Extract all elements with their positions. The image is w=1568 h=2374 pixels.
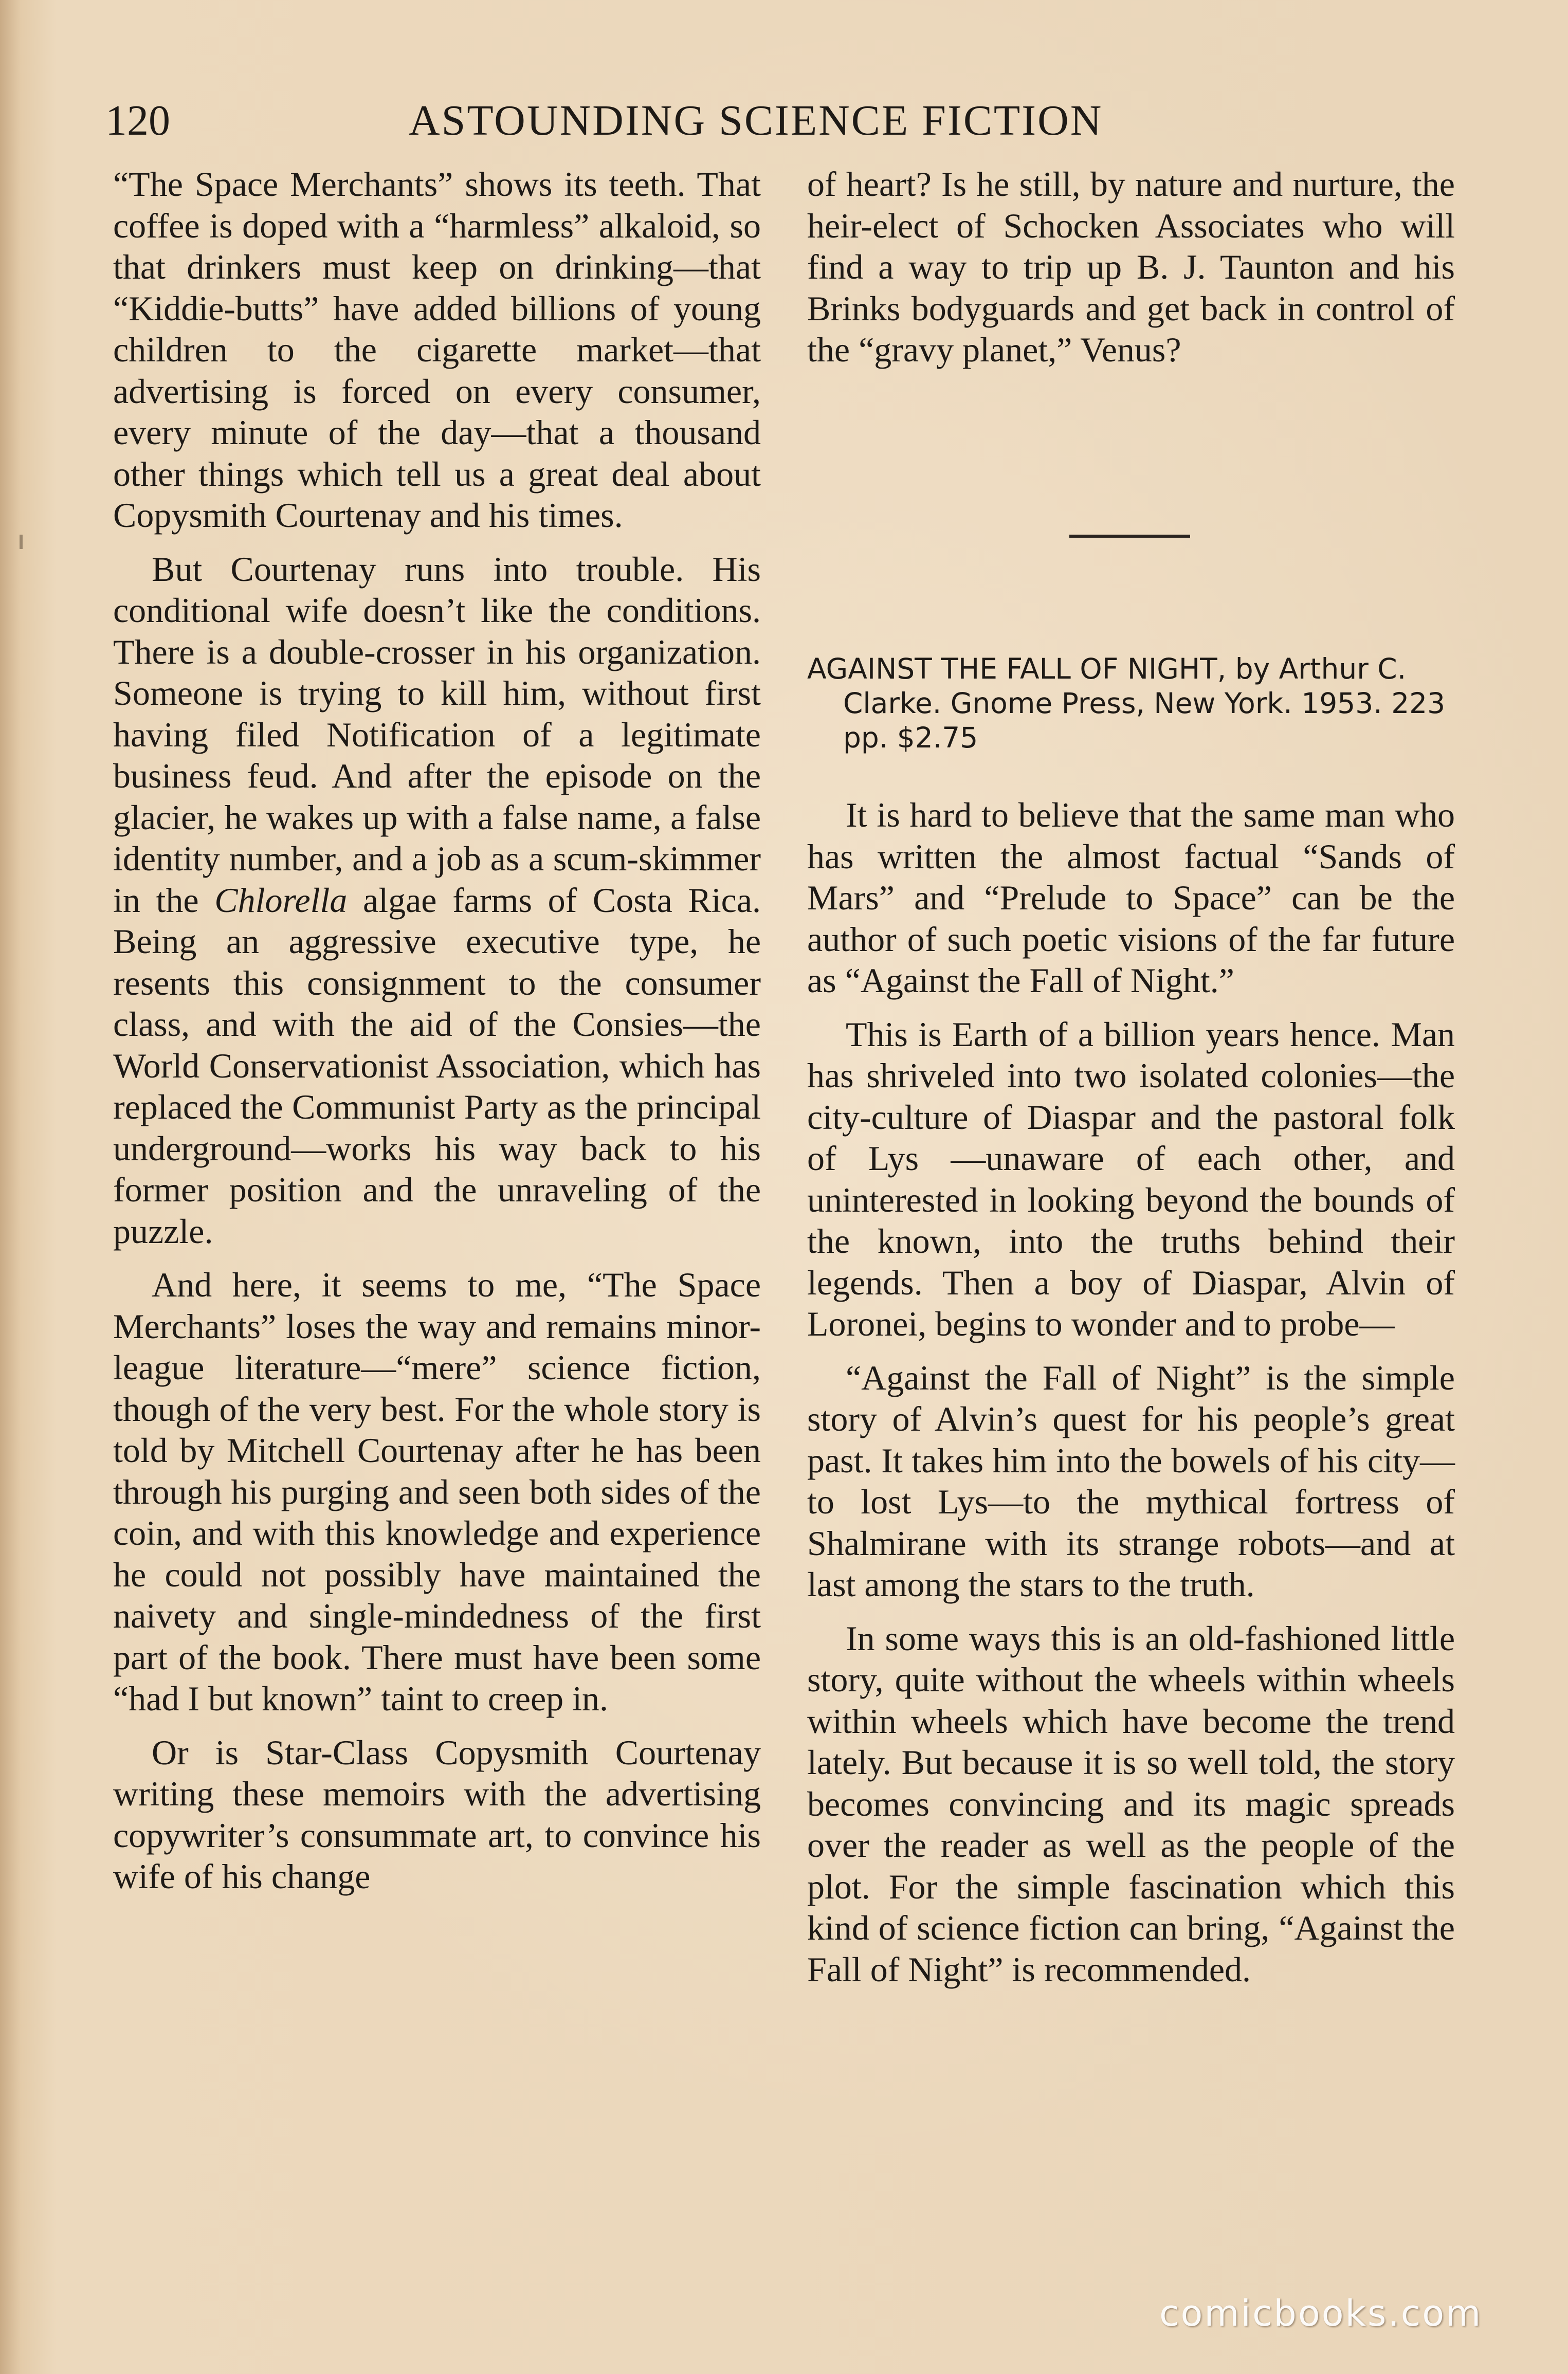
gutter-mark — [20, 535, 23, 549]
review-paragraph-3: “Against the Fall of Night” is the simple story of Alvin’s quest for his people’s great past. It takes him into the bowels of his city—to lost Lys—to the mythical fortress of Shalmirane with its strange robots—and at last among the stars to the truth. — [807, 1358, 1455, 1604]
journal-title: ASTOUNDING SCIENCE FICTION — [409, 97, 1103, 144]
review-paragraph-2: This is Earth of a billion years hence. Man has shriveled into two isolated colonies—the city-culture of Diaspar and the pastoral folk of Lys —unaware of each other, and uninterested in looking beyond the bounds of the known, into the truths behind their legends. Then a boy of Diaspar, Alvin of Loronei, begins to wonder and to probe— — [807, 1014, 1455, 1343]
continuation-paragraph: of heart? Is he still, by nature and nurture, the heir-elect of Schocken Associates who will find a way to trip up B. J. Taunton and his Brinks bodyguards and get back in control of the “gravy planet,” Venus? — [807, 165, 1455, 369]
section-divider — [1069, 535, 1190, 538]
watermark: comicbooks.com — [1159, 2292, 1483, 2334]
left-column — [113, 163, 761, 1897]
right-column-review — [807, 794, 1455, 1990]
left-paragraph-2-end: algae farms of Costa Rica. Being an aggressive executive type, he resents this consignment to the consumer class, and with the aid of the Consies—the World Conservationist Association, which has replaced the Communist Party as the principal underground—works his way back to his former position and the unraveling of the puzzle. — [113, 880, 761, 1251]
review-paragraph-1: It is hard to believe that the same man who has written the almost factual “Sands of Mars” and “Prelude to Space” can be the author of such poetic visions of the far future as “Against the Fall of Night.” — [807, 795, 1455, 1000]
left-paragraph-2-start: But Courtenay runs into trouble. His conditional wife doesn’t like the conditions. There is a double-crosser in his organization. Someone is trying to kill him, without first having filed Notification of a legitimate business feud. And after the episode on the glacier, he wakes up with a false name, a false identity number, and a job as a scum-skimmer in the — [113, 549, 761, 920]
running-head — [105, 93, 1457, 149]
right-column-continuation — [807, 163, 1455, 371]
chlorella-italic: Chlorella — [214, 880, 348, 920]
left-paragraph-3: And here, it seems to me, “The Space Merchants” loses the way and remains minor-league literature—“mere” science fiction, though of the very best. For the whole story is told by Mitchell Courtenay after he has been through his purging and seen both sides of the coin, and with this knowledge and experience he could not possibly have maintained the naivety and single-mindedness of the first part of the book. There must have been some “had I but known” taint to creep in. — [113, 1265, 761, 1718]
review-paragraph-4: In some ways this is an old-fashioned little story, quite without the wheels within wheels within wheels which have become the trend lately. But because it is so well told, the story becomes convincing and its magic spreads over the reader as well as the people of the plot. For the simple fascination which this kind of science fiction can bring, “Against the Fall of Night” is recommended. — [807, 1618, 1455, 1989]
page-number: 120 — [105, 97, 170, 144]
book-review-heading: AGAINST THE FALL OF NIGHT, by Arthur C. Clarke. Gnome Press, New York. 1953. 223 pp. $2.75 — [807, 652, 1446, 754]
left-paragraph-2 — [113, 549, 761, 1252]
left-paragraph-1: “The Space Merchants” shows its teeth. That coffee is doped with a “harmless” alkaloid, so that drinkers must keep on drinking—that “Kiddie-butts” have added billions of young children to the cigarette market—that advertising is forced on every consumer, every minute of the day—that a thousand other things which tell us a great deal about Copysmith Courtenay and his times. — [113, 165, 761, 535]
left-paragraph-4: Or is Star-Class Copysmith Courtenay writing these memoirs with the advertising copywriter’s consummate art, to convince his wife of his change — [113, 1732, 761, 1896]
